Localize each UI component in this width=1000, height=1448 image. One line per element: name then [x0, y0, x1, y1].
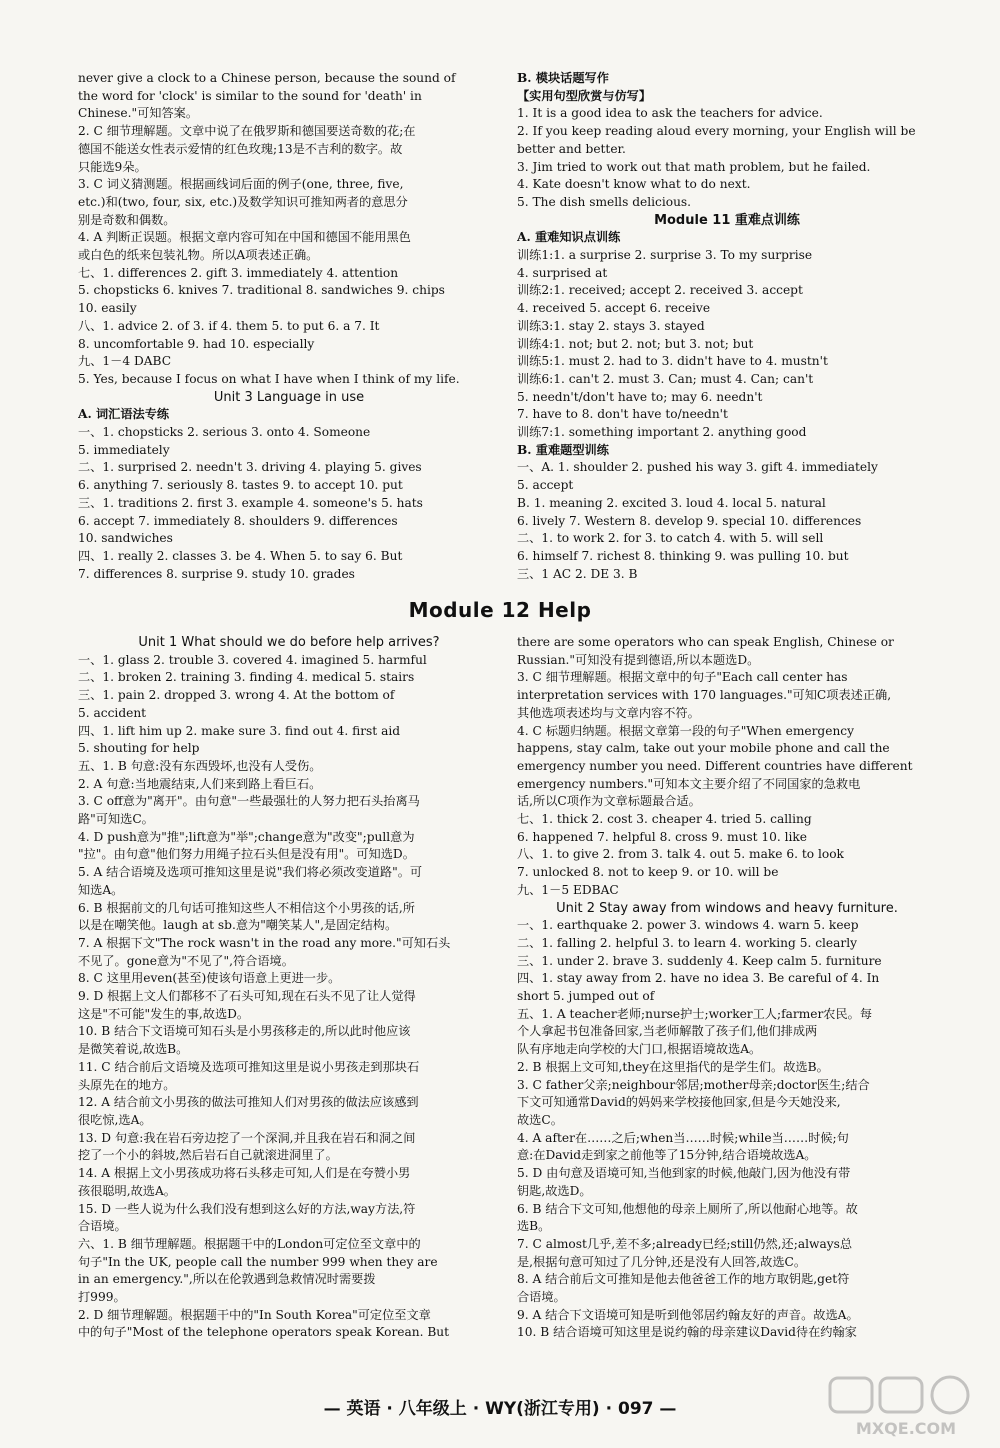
watermark-text: MXQE.COM: [855, 1419, 957, 1438]
answer-line: 8. C 这里用even(甚至)使该句语意上更进一步。: [78, 971, 341, 986]
answer-line: 8. A 结合前后文可推知是他去他爸爸工作的地方取钥匙,get符: [517, 1272, 850, 1287]
answer-line: 五、1. A teacher老师;nurse护士;worker工人;farmer农民。每: [517, 1006, 873, 1021]
answer-line: 三、1. under 2. brave 3. suddenly 4. Keep calm 5. furniture: [517, 953, 882, 968]
answer-line: 知选A。: [78, 882, 124, 897]
answer-line: 7. differences 8. surprise 9. study 10. grades: [78, 566, 355, 581]
answer-line: 2. B 根据上文可知,they在这里指代的是学生们。故选B。: [517, 1059, 829, 1074]
answer-line: 2. D 细节理解题。根据题干中的"In South Korea"可定位至文章: [78, 1307, 431, 1322]
answer-line: 八、1. to give 2. from 3. talk 4. out 5. make 6. to look: [517, 847, 844, 862]
answer-line: 8. uncomfortable 9. had 10. especially: [78, 336, 315, 351]
answer-line: 14. A 根据上文小男孩成功将石头移走可知,人们是在夸赞小男: [78, 1166, 411, 1181]
section-heading: Unit 1 What should we do before help arrives?: [138, 635, 440, 650]
answer-line: 5. immediately: [78, 442, 170, 457]
answer-line: 其他选项表述均与文章内容不符。: [517, 705, 700, 720]
answer-line: 不见了。gone意为"不见了",符合语境。: [78, 953, 294, 968]
answer-line: 4. surprised at: [517, 265, 608, 280]
answer-line: 九、1－5 EDBAC: [517, 882, 619, 897]
answer-line: 3. C off意为"离开"。由句意"一些最强壮的人努力把石头抬离马: [78, 794, 420, 809]
bottom-left-column: [78, 634, 500, 1342]
answer-line: 10. easily: [78, 301, 137, 316]
page-footer: — 英语 · 八年级上 · WY(浙江专用) · 097 —: [323, 1399, 677, 1419]
answer-line: 6. accept 7. immediately 8. shoulders 9. differences: [78, 513, 398, 528]
answer-line: short 5. jumped out of: [517, 989, 655, 1004]
answer-line: 4. A 判断正误题。根据文章内容可知在中国和德国不能用黑色: [78, 230, 411, 245]
answer-line: better and better.: [517, 141, 626, 156]
answer-line: 训练3:1. stay 2. stays 3. stayed: [517, 318, 705, 333]
answer-line: 10. B 结合语境可知这里是说约翰的母亲建议David待在约翰家: [517, 1325, 857, 1340]
answer-line: 2. C 细节理解题。文章中说了在俄罗斯和德国要送奇数的花;在: [78, 124, 416, 139]
answer-line: 5. accident: [78, 705, 147, 720]
answer-line: 孩很聪明,故选A。: [78, 1183, 176, 1198]
answer-line: 或白色的纸来包装礼物。所以A项表述正确。: [78, 248, 319, 263]
top-right-column: [517, 70, 937, 583]
answer-line: 挖了一个小的斜坡,然后岩石自己就滚进洞里了。: [78, 1148, 338, 1163]
bottom-right-column: [517, 634, 937, 1342]
answer-line: 训练6:1. can't 2. must 3. Can; must 4. Can; can't: [517, 371, 814, 386]
answer-line: 3. C 细节理解题。根据文章中的句子"Each call center has: [517, 670, 848, 685]
answer-line: 5. A 结合语境及选项可推知这里是说"我们将必须改变道路"。可: [78, 865, 423, 880]
answer-line: B. 模块话题写作: [517, 71, 609, 85]
answer-line: 二、1. surprised 2. needn't 3. driving 4. playing 5. gives: [78, 460, 422, 475]
answer-line: interpretation services with 170 languages."可知C项表述正确,: [517, 688, 892, 703]
answer-line: 中的句子"Most of the telephone operators speak Korean. But: [78, 1325, 450, 1340]
answer-line: emergency number you need. Different countries have different: [517, 758, 913, 773]
answer-line: 路"可知选C。: [78, 812, 154, 827]
answer-line: 训练2:1. received; accept 2. received 3. accept: [517, 283, 803, 298]
answer-line: 三、1 AC 2. DE 3. B: [517, 566, 638, 581]
answer-line: 6. happened 7. helpful 8. cross 9. must 10. like: [517, 829, 808, 844]
answer-line: 二、1. broken 2. training 3. finding 4. medical 5. stairs: [78, 670, 415, 685]
answer-line: 三、1. traditions 2. first 3. example 4. someone's 5. hats: [78, 495, 423, 510]
answer-line: B. 1. meaning 2. excited 3. loud 4. local 5. natural: [517, 495, 826, 510]
answer-line: 4. Kate doesn't know what to do next.: [517, 177, 751, 192]
answer-line: 八、1. advice 2. of 3. if 4. them 5. to put 6. a 7. It: [78, 318, 380, 333]
answer-line: 训练5:1. must 2. had to 3. didn't have to 4. mustn't: [517, 354, 828, 369]
answer-line: 1. It is a good idea to ask the teachers for advice.: [517, 106, 823, 121]
answer-line: 意:在David走到家之前他等了15分钟,结合语境故选A。: [517, 1148, 817, 1163]
answer-line: 这是"不可能"发生的事,故选D。: [78, 1006, 250, 1021]
answer-line: A. 重难知识点训练: [517, 230, 621, 245]
answer-line: 打999。: [78, 1290, 126, 1305]
answer-line: 选B。: [517, 1219, 551, 1234]
answer-line: there are some operators who can speak English, Chinese or: [517, 635, 894, 649]
section-heading: Unit 3 Language in use: [213, 389, 365, 405]
answer-line: 3. C 词义猜测题。根据画线词后面的例子(one, three, five,: [78, 177, 404, 192]
answer-line: 九、1－4 DABC: [78, 354, 172, 369]
answer-line: 训练7:1. something important 2. anything good: [517, 425, 807, 440]
answer-line: 5. accept: [517, 478, 574, 493]
answer-line: never give a clock to a Chinese person, because the sound of: [78, 71, 456, 85]
answer-line: 六、1. B 细节理解题。根据题干中的London可定位至文章中的: [78, 1236, 421, 1251]
answer-line: 钥匙,故选D。: [517, 1183, 592, 1198]
answer-line: 2. A 句意:当地震结束,人们来到路上看巨石。: [78, 776, 322, 791]
answer-line: 6. himself 7. richest 8. thinking 9. was pulling 10. but: [517, 548, 849, 563]
answer-line: 合语境。: [517, 1290, 566, 1305]
answer-line: 五、1. B 句意:没有东西毁坏,也没有人受伤。: [78, 758, 322, 773]
answer-line: 一、1. earthquake 2. power 3. windows 4. warn 5. keep: [517, 918, 859, 933]
answer-line: 七、1. differences 2. gift 3. immediately 4. attention: [78, 265, 399, 280]
answer-line: 6. B 结合下文可知,他想他的母亲上厕所了,所以他耐心地等。故: [517, 1201, 858, 1216]
answer-line: 四、1. really 2. classes 3. be 4. When 5. to say 6. But: [78, 548, 403, 563]
answer-line: 3. C father父亲;neighbour邻居;mother母亲;doctor医生;结合: [517, 1077, 870, 1092]
answer-line: 别是奇数和偶数。: [78, 212, 176, 227]
answer-line: 二、1. to work 2. for 3. to catch 4. with 5. will sell: [517, 531, 824, 546]
answer-line: 10. sandwiches: [78, 531, 173, 546]
answer-line: "拉"。由句意"他们努力用绳子拉石头但是没有用"。可知选D。: [78, 847, 415, 862]
answer-line: 4. D push意为"推";lift意为"举";change意为"改变";pull意为: [78, 829, 415, 844]
answer-line: 七、1. thick 2. cost 3. cheaper 4. tried 5. calling: [517, 812, 812, 827]
top-left-column: [78, 70, 500, 583]
answer-line: 以是在嘲笑他。laugh at sb.意为"嘲笑某人",是固定结构。: [78, 918, 398, 933]
answer-line: 训练4:1. not; but 2. not; but 3. not; but: [517, 336, 754, 351]
answer-line: 7. A 根据下文"The rock wasn't in the road any more."可知石头: [78, 935, 451, 950]
answer-line: Russian."可知没有提到德语,所以本题选D。: [517, 652, 760, 667]
answer-line: 9. D 根据上文人们都移不了石头可知,现在石头不见了让人觉得: [78, 989, 416, 1004]
answer-line: 6. lively 7. Western 8. develop 9. special 10. differences: [517, 513, 862, 528]
answer-line: 故选C。: [517, 1112, 563, 1127]
answer-line: 是微笑着说,故选B。: [78, 1042, 189, 1057]
answer-line: the word for 'clock' is similar to the sound for 'death' in: [78, 88, 422, 103]
answer-line: 15. D 一些人说为什么我们没有想到这么好的方法,way方法,符: [78, 1201, 416, 1216]
section-heading: Module 11 重难点训练: [654, 212, 800, 228]
answer-line: 5. The dish smells delicious.: [517, 194, 692, 209]
answer-line: 6. anything 7. seriously 8. tastes 9. to accept 10. put: [78, 478, 403, 493]
answer-line: 7. C almost几乎,差不多;already已经;still仍然,还;always总: [517, 1236, 853, 1251]
answer-line: 13. D 句意:我在岩石旁边挖了一个深洞,并且我在岩石和洞之间: [78, 1130, 416, 1145]
answer-line: 5. shouting for help: [78, 741, 200, 756]
answer-line: 11. C 结合前后文语境及选项可推知这里是说小男孩走到那块石: [78, 1059, 420, 1074]
answer-line: 4. A after在……之后;when当……时候;while当……时候;句: [517, 1130, 849, 1145]
answer-line: 4. received 5. accept 6. receive: [517, 301, 711, 316]
answer-line: A. 词汇语法专练: [78, 407, 170, 422]
answer-line: 5. chopsticks 6. knives 7. traditional 8. sandwiches 9. chips: [78, 283, 445, 298]
answer-line: in an emergency.",所以在伦敦遇到急救情况时需要拨: [78, 1272, 376, 1287]
module-title: Module 12 Help: [408, 598, 592, 622]
answer-line: 10. B 结合下文语境可知石头是小男孩移走的,所以此时他应该: [78, 1024, 411, 1039]
answer-line: 12. A 结合前文小男孩的做法可推知人们对男孩的做法应该感到: [78, 1095, 419, 1110]
answer-line: 二、1. falling 2. helpful 3. to learn 4. working 5. clearly: [517, 935, 858, 950]
answer-line: 一、1. chopsticks 2. serious 3. onto 4. Someone: [78, 425, 371, 440]
answer-line: 队有序地走向学校的大门口,根据语境故选A。: [517, 1042, 762, 1057]
answer-line: 7. unlocked 8. not to keep 9. or 10. will be: [517, 865, 779, 880]
answer-line: 2. If you keep reading aloud every morning, your English will be: [517, 124, 916, 139]
answer-line: 一、1. glass 2. trouble 3. covered 4. imagined 5. harmful: [78, 652, 427, 667]
answer-line: 3. Jim tried to work out that math problem, but he failed.: [517, 159, 871, 174]
answer-line: 句子"In the UK, people call the number 999 when they are: [78, 1254, 438, 1269]
answer-line: 是,根据句意可知过了几分钟,还是没有人回答,故选C。: [517, 1254, 807, 1269]
answer-line: 话,所以C项作为文章标题最合适。: [517, 794, 701, 809]
answer-line: 7. have to 8. don't have to/needn't: [517, 407, 728, 422]
answer-line: 四、1. lift him up 2. make sure 3. find out 4. first aid: [78, 723, 401, 738]
answer-line: 【实用句型欣赏与仿写】: [517, 88, 652, 103]
answer-line: 一、A. 1. shoulder 2. pushed his way 3. gift 4. immediately: [517, 460, 878, 475]
answer-line: 合语境。: [78, 1219, 127, 1234]
answer-line: 训练1:1. a surprise 2. surprise 3. To my surprise: [517, 248, 813, 263]
answer-line: 只能选9朵。: [78, 159, 147, 174]
answer-line: 4. C 标题归纳题。根据文章第一段的句子"When emergency: [517, 723, 855, 738]
answer-line: Chinese."可知答案。: [78, 106, 199, 121]
answer-line: happens, stay calm, take out your mobile phone and call the: [517, 741, 890, 756]
answer-line: 三、1. pain 2. dropped 3. wrong 4. At the bottom of: [78, 688, 395, 703]
answer-line: 5. needn't/don't have to; may 6. needn't: [517, 389, 763, 404]
answer-line: 个人拿起书包准备回家,当老师解散了孩子们,他们排成两: [517, 1024, 818, 1039]
answer-line: B. 重难题型训练: [517, 442, 609, 457]
answer-line: 很吃惊,选A。: [78, 1112, 152, 1127]
answer-line: 5. Yes, because I focus on what I have when I think of my life.: [78, 371, 460, 386]
answer-line: etc.)和(two, four, six, etc.)及数学知识可推知两者的意思分: [78, 194, 408, 209]
watermark-logo: [826, 1374, 986, 1440]
answer-line: 德国不能送女性表示爱情的红色玫瑰;13是不吉利的数字。故: [78, 141, 403, 156]
answer-line: 5. D 由句意及语境可知,当他到家的时候,他敲门,因为他没有带: [517, 1166, 851, 1181]
answer-line: 四、1. stay away from 2. have no idea 3. Be careful of 4. In: [517, 971, 880, 986]
answer-stamp-icon: [826, 1374, 986, 1440]
answer-line: 下文可知通常David的妈妈来学校接他回家,但是今天她没来,: [517, 1095, 841, 1110]
answer-line: 9. A 结合下文语境可知是听到他邻居约翰友好的声音。故选A。: [517, 1307, 859, 1322]
answer-line: emergency numbers."可知本文主要介绍了不同国家的急救电: [517, 776, 861, 791]
answer-line: 头原先在的地方。: [78, 1077, 176, 1092]
section-heading: Unit 2 Stay away from windows and heavy furniture.: [556, 900, 898, 916]
answer-line: 6. B 根据前文的几句话可推知这些人不相信这个小男孩的话,所: [78, 900, 415, 915]
